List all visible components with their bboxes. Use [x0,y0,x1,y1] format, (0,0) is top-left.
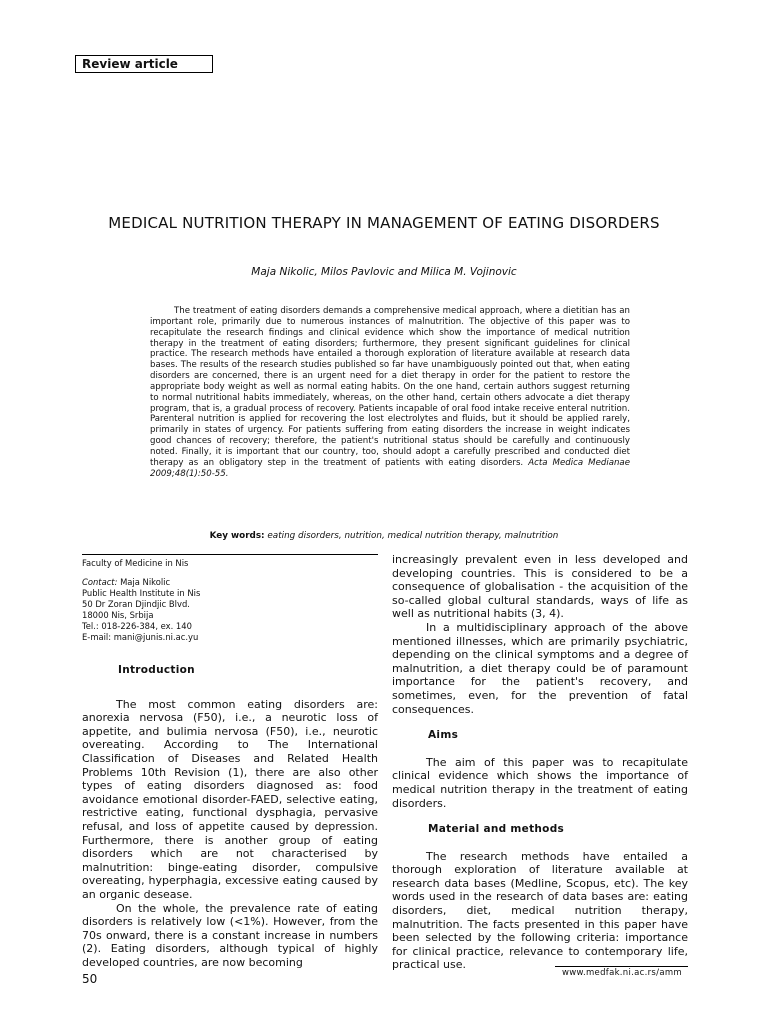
aims-paragraph: The aim of this paper was to recapitulate clinical evidence which shows the importance of medical nutrition therapy in the treatment of eating disorders. [392,755,688,810]
contact-line [82,577,378,588]
page-number: 50 [82,972,98,986]
article-type-label: Review article [75,55,213,73]
left-column [82,664,378,969]
footer-divider [555,966,688,967]
abstract-citation: Acta Medica Medianae 2009;48(1):50-55. [150,457,630,479]
methods-paragraph: The research methods have entailed a thorough exploration of literature available at research data bases (Medline, Scopus, etc). The key words used in the research of data bases are: eating disorders, diet, medical nutrition therapy, malnutrition. The facts presented in this paper have been selected by the following criteria: importance for clinical practice, relevance to contemporary life, practical use. [392,849,688,972]
authors: Maja Nikolic, Milos Pavlovic and Milica M. Vojinovic [251,266,517,278]
article-title: MEDICAL NUTRITION THERAPY IN MANAGEMENT OF EATING DISORDERS [108,214,660,232]
affiliation-divider [82,554,378,555]
keywords [100,531,668,541]
contact-label: Contact: [82,577,118,587]
telephone: Tel.: 018-226-384, ex. 140 [82,621,192,631]
street-address: 50 Dr Zoran Djindjic Blvd. [82,599,190,609]
introduction-heading: Introduction [118,664,195,676]
keywords-list: eating disorders, nutrition, medical nutrition therapy, malnutrition [267,531,559,541]
intro-paragraph-2-continued: increasingly prevalent even in less developed and developing countries. This is considered to be a consequence of globalisation - the acquisition of the so-called global cultural standards, ways of life as well as nutritional habits (3, 4). [392,553,688,621]
keywords-label: Key words: [209,531,265,541]
journal-url: www.medfak.ni.ac.rs/amm [562,968,682,978]
methods-heading: Material and methods [428,823,565,836]
right-column [392,553,688,972]
institute: Public Health Institute in Nis [82,588,201,598]
intro-paragraph-2: On the whole, the prevalence rate of eating disorders is relatively low (<1%). However, from the 70s onward, there is a constant increase in numbers (2). Eating disorders, although typical of highly developed countries, are now becoming [82,901,378,969]
faculty: Faculty of Medicine in Nis [82,558,189,568]
email: E-mail: mani@junis.ni.ac.yu [82,632,199,642]
contact-name: Maja Nikolic [120,577,171,587]
intro-paragraph-3: In a multidisciplinary approach of the above mentioned illnesses, which are primarily psychiatric, depending on the clinical symptoms and a degree of malnutrition, a diet therapy could be of paramount importance for the patient's recovery, and sometimes, even, for the prevention of fatal consequences. [392,620,688,716]
city: 18000 Nis, Srbija [82,610,154,620]
aims-heading: Aims [428,729,459,742]
affiliation-block [82,558,378,643]
intro-paragraph-1: The most common eating disorders are: anorexia nervosa (F50), i.e., a neurotic loss of appetite, and bulimia nervosa (F50), i.e., neurotic overeating. According to The International Classification of Diseases and Related Health Problems 10th Revision (1), there are also other types of eating disorders diagnosed as: food avoidance emotional disorder-FAED, selective eating, restrictive eating, functional dysphagia, pervasive refusal, and loss of appetite caused by depression. Furthermore, there is another group of eating disorders which are not characterised by malnutrition: binge-eating disorder, compulsive overeating, hyperphagia, excessive eating caused by an organic desease. [82,697,378,901]
abstract-text: The treatment of eating disorders demands a comprehensive medical approach, where a dietitian has an important role, primarily due to numerous instances of malnutrition. The objective of this paper was to recapitulate the research findings and clinical evidence which show the importance of medical nutrition therapy in the treatment of eating disorders; furthermore, they present significant guidelines for clinical practice. The research methods have entailed a thorough exploration of literature available at research data bases. The results of the research studies published so far have unambiguously pointed out that, when eating disorders are concerned, there is an urgent need for a diet therapy in order for the patient to restore the appropriate body weight as well as normal eating habits. On the one hand, certain authors suggest returning to normal nutritional habits immediately, whereas, on the other hand, certain others advocate a diet therapy program, that is, a gradual process of recovery. Patients incapable of oral food intake receive enteral nutrition. Parenteral nutrition is applied for recovering the lost electrolytes and fluids, but it should be applied rarely, primarily in states of urgency. For patients suffering from eating disorders the increase in weight indicates good chances of recovery; therefore, the patient's nutritional status should be carefully and continuously noted. Finally, it is important that our country, too, should adopt a carefully prescribed and conducted diet therapy as an obligatory step in the treatment of patients with eating disorders. [150,306,630,468]
abstract [150,306,630,480]
